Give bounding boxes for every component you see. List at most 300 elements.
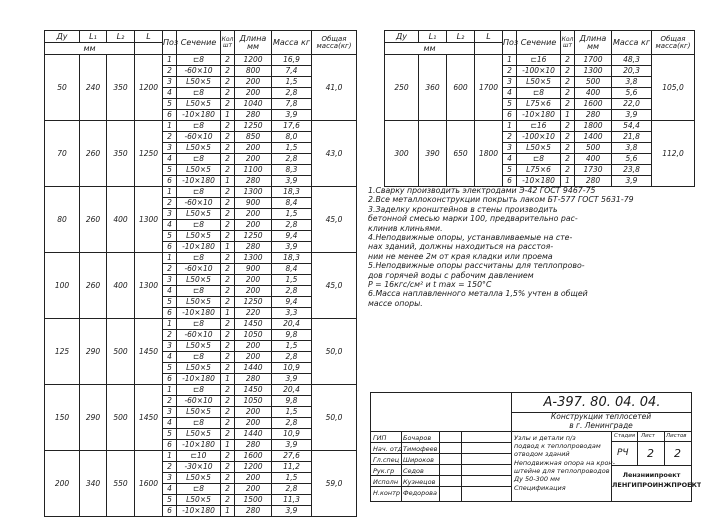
header-total: Общая масса(кг) xyxy=(312,31,357,55)
length-cell: 400 xyxy=(575,154,612,165)
section-cell: -10×180 xyxy=(177,110,221,121)
pos-cell: 5 xyxy=(163,165,177,176)
length-cell: 500 xyxy=(575,77,612,88)
mass-cell: 3,9 xyxy=(272,242,312,253)
section-cell: L50×5 xyxy=(177,297,221,308)
pos-cell: 3 xyxy=(503,143,517,154)
mass-cell: 20,4 xyxy=(272,319,312,330)
pos-cell: 4 xyxy=(503,154,517,165)
pos-cell: 1 xyxy=(503,55,517,66)
qty-cell: 2 xyxy=(221,143,235,154)
header-l1: L₁ xyxy=(80,31,107,43)
header-pos: Поз xyxy=(503,31,517,55)
mass-cell: 3,9 xyxy=(272,440,312,451)
qty-cell: 1 xyxy=(221,440,235,451)
pos-cell: 3 xyxy=(163,473,177,484)
mass-cell: 9,4 xyxy=(272,231,312,242)
qty-cell: 2 xyxy=(221,297,235,308)
qty-cell: 2 xyxy=(221,165,235,176)
l2-cell: 500 xyxy=(107,385,135,451)
note-line: 2.Все металлоконструкции покрыть лаком БТ-577 ГОСТ 5631-79 xyxy=(368,195,634,205)
section-cell: ⊏8 xyxy=(177,187,221,198)
pos-cell: 2 xyxy=(163,132,177,143)
pos-cell: 6 xyxy=(163,110,177,121)
qty-cell: 2 xyxy=(221,187,235,198)
mass-cell: 3,9 xyxy=(612,176,652,187)
section-cell: -10×180 xyxy=(517,110,561,121)
section-cell: ⊏8 xyxy=(177,319,221,330)
section-cell: ⊏8 xyxy=(177,418,221,429)
section-cell: ⊏8 xyxy=(177,154,221,165)
mass-cell: 5,6 xyxy=(612,88,652,99)
mass-cell: 3,3 xyxy=(272,308,312,319)
mass-cell: 20,4 xyxy=(272,385,312,396)
stage-value: РЧ xyxy=(617,448,629,458)
length-cell: 1250 xyxy=(235,231,272,242)
pos-cell: 5 xyxy=(163,495,177,506)
mass-cell: 3,9 xyxy=(272,110,312,121)
l2-cell: 400 xyxy=(107,187,135,253)
length-l-cell: 1700 xyxy=(475,55,503,121)
total-mass-cell: 59,0 xyxy=(312,451,357,517)
diameter-cell: 80 xyxy=(45,187,80,253)
note-line: нии не менее 2м от края кладки или проема xyxy=(368,251,553,261)
qty-cell: 2 xyxy=(221,154,235,165)
section-cell: -60×10 xyxy=(177,396,221,407)
document-code: А-397. 80. 04. 04. xyxy=(511,393,692,413)
qty-cell: 2 xyxy=(221,198,235,209)
length-cell: 200 xyxy=(235,352,272,363)
qty-cell: 2 xyxy=(221,132,235,143)
l1-cell: 290 xyxy=(80,319,107,385)
section-cell: ⊏8 xyxy=(177,88,221,99)
pos-cell: 2 xyxy=(503,66,517,77)
length-cell: 200 xyxy=(235,88,272,99)
l1-cell: 390 xyxy=(419,121,447,187)
pos-cell: 2 xyxy=(163,330,177,341)
stamp-role: Рук.гр xyxy=(373,467,395,475)
diameter-cell: 200 xyxy=(45,451,80,517)
qty-cell: 2 xyxy=(221,88,235,99)
mass-cell: 48,3 xyxy=(612,55,652,66)
l1-cell: 290 xyxy=(80,385,107,451)
section-cell: -60×10 xyxy=(177,264,221,275)
mass-cell: 20,3 xyxy=(612,66,652,77)
stamp-signer-name: Тимофеев xyxy=(403,445,438,453)
project-title xyxy=(511,413,691,430)
stage-label: Стадия xyxy=(614,433,636,439)
project-title-line1: Конструкции теплосетей xyxy=(550,412,652,421)
header-mm: мм xyxy=(385,43,475,55)
pos-cell: 6 xyxy=(503,176,517,187)
header-qty: Кол шт xyxy=(221,31,235,55)
mass-cell: 2,8 xyxy=(272,484,312,495)
section-cell: L50×5 xyxy=(177,275,221,286)
pos-cell: 3 xyxy=(163,77,177,88)
section-cell: L50×5 xyxy=(517,77,561,88)
length-cell: 200 xyxy=(235,275,272,286)
section-cell: -60×10 xyxy=(177,66,221,77)
qty-cell: 2 xyxy=(221,286,235,297)
length-cell: 200 xyxy=(235,220,272,231)
mass-cell: 2,8 xyxy=(272,88,312,99)
spec-row xyxy=(45,187,357,198)
header-section: Сечение xyxy=(517,31,561,55)
l1-cell: 240 xyxy=(80,55,107,121)
pos-cell: 5 xyxy=(163,297,177,308)
qty-cell: 2 xyxy=(221,77,235,88)
qty-cell: 2 xyxy=(561,77,575,88)
general-notes xyxy=(368,186,686,308)
section-cell: L50×5 xyxy=(177,407,221,418)
qty-cell: 2 xyxy=(561,154,575,165)
header-section: Сечение xyxy=(177,31,221,55)
section-cell: -10×180 xyxy=(177,506,221,517)
pos-cell: 3 xyxy=(163,407,177,418)
l1-cell: 260 xyxy=(80,253,107,319)
pos-cell: 2 xyxy=(163,396,177,407)
spec-row xyxy=(45,55,357,66)
header-mm: мм xyxy=(45,43,135,55)
note-line: дов горячей воды с рабочим давлением xyxy=(368,270,534,280)
pos-cell: 1 xyxy=(163,121,177,132)
mass-cell: 9,8 xyxy=(272,330,312,341)
note-line: 1.Сварку производить электродами Э-42 ГОСТ 9467-75 xyxy=(368,186,596,195)
section-cell: ⊏16 xyxy=(517,121,561,132)
mass-cell: 11,3 xyxy=(272,495,312,506)
length-cell: 1050 xyxy=(235,396,272,407)
diameter-cell: 250 xyxy=(385,55,419,121)
total-mass-cell: 105,0 xyxy=(652,55,695,121)
qty-cell: 2 xyxy=(221,121,235,132)
length-cell: 850 xyxy=(235,132,272,143)
section-cell: -60×10 xyxy=(177,330,221,341)
pos-cell: 1 xyxy=(163,253,177,264)
mass-cell: 7,4 xyxy=(272,66,312,77)
header-dy: Ду xyxy=(45,31,80,43)
stamp-desc5: штейне для теплопроводов xyxy=(514,467,610,475)
section-cell: ⊏8 xyxy=(177,385,221,396)
length-cell: 1400 xyxy=(575,132,612,143)
section-cell: L75×6 xyxy=(517,99,561,110)
mass-cell: 21,8 xyxy=(612,132,652,143)
pos-cell: 4 xyxy=(163,418,177,429)
qty-cell: 2 xyxy=(221,253,235,264)
length-cell: 280 xyxy=(235,242,272,253)
length-cell: 1450 xyxy=(235,319,272,330)
section-cell: ⊏10 xyxy=(177,451,221,462)
pos-cell: 1 xyxy=(163,319,177,330)
qty-cell: 2 xyxy=(221,429,235,440)
length-cell: 200 xyxy=(235,286,272,297)
mass-cell: 9,4 xyxy=(272,297,312,308)
spec-table-right xyxy=(384,30,695,187)
section-cell: -10×180 xyxy=(177,176,221,187)
length-cell: 1450 xyxy=(235,385,272,396)
stamp-desc6: Ду 50-300 мм xyxy=(514,475,560,483)
qty-cell: 2 xyxy=(221,330,235,341)
qty-cell: 2 xyxy=(561,165,575,176)
l2-cell: 400 xyxy=(107,253,135,319)
mass-cell: 2,8 xyxy=(272,220,312,231)
mass-cell: 27,6 xyxy=(272,451,312,462)
total-mass-cell: 112,0 xyxy=(652,121,695,187)
length-cell: 1200 xyxy=(235,462,272,473)
qty-cell: 2 xyxy=(221,55,235,66)
note-line: массе опоры. xyxy=(368,298,423,308)
l2-cell: 350 xyxy=(107,55,135,121)
l2-cell: 500 xyxy=(107,319,135,385)
note-line: клинив клиньями. xyxy=(368,223,443,233)
section-cell: ⊏16 xyxy=(517,55,561,66)
qty-cell: 2 xyxy=(561,121,575,132)
note-line: P = 16кгс/см² и t max = 150°С xyxy=(368,280,492,290)
length-cell: 1800 xyxy=(575,121,612,132)
pos-cell: 1 xyxy=(503,121,517,132)
pos-cell: 5 xyxy=(163,429,177,440)
pos-cell: 3 xyxy=(163,275,177,286)
mass-cell: 8,4 xyxy=(272,264,312,275)
pos-cell: 4 xyxy=(163,484,177,495)
total-mass-cell: 45,0 xyxy=(312,253,357,319)
title-block xyxy=(370,392,701,502)
mass-cell: 17,6 xyxy=(272,121,312,132)
length-l-cell: 1600 xyxy=(135,451,163,517)
stamp-desc4: Неподвижная опора на крон- xyxy=(514,459,616,467)
mass-cell: 3,8 xyxy=(612,77,652,88)
l1-cell: 260 xyxy=(80,121,107,187)
sheet-value: 2 xyxy=(647,447,654,460)
mass-cell: 1,5 xyxy=(272,77,312,88)
diameter-cell: 100 xyxy=(45,253,80,319)
pos-cell: 3 xyxy=(163,143,177,154)
spec-row xyxy=(45,121,357,132)
length-cell: 900 xyxy=(235,198,272,209)
section-cell: -10×180 xyxy=(177,242,221,253)
qty-cell: 2 xyxy=(561,66,575,77)
section-cell: L50×5 xyxy=(177,429,221,440)
section-cell: -30×10 xyxy=(177,462,221,473)
qty-cell: 2 xyxy=(221,231,235,242)
section-cell: ⊏8 xyxy=(517,88,561,99)
section-cell: L50×5 xyxy=(177,209,221,220)
pos-cell: 2 xyxy=(163,462,177,473)
pos-cell: 6 xyxy=(163,308,177,319)
stamp-role: Н.контр xyxy=(373,489,401,497)
pos-cell: 6 xyxy=(163,242,177,253)
qty-cell: 1 xyxy=(221,242,235,253)
pos-cell: 1 xyxy=(163,187,177,198)
mass-cell: 54,4 xyxy=(612,121,652,132)
header-l: L xyxy=(135,31,163,43)
length-cell: 1100 xyxy=(235,165,272,176)
qty-cell: 1 xyxy=(221,506,235,517)
length-cell: 200 xyxy=(235,154,272,165)
mass-cell: 7,8 xyxy=(272,99,312,110)
pos-cell: 5 xyxy=(163,363,177,374)
length-cell: 200 xyxy=(235,473,272,484)
qty-cell: 1 xyxy=(221,374,235,385)
qty-cell: 2 xyxy=(221,264,235,275)
note-line: 5.Неподвижные опоры рассчитаны для теплопрово- xyxy=(368,261,585,271)
section-cell: -100×10 xyxy=(517,132,561,143)
pos-cell: 4 xyxy=(163,352,177,363)
qty-cell: 1 xyxy=(221,308,235,319)
mass-cell: 23,8 xyxy=(612,165,652,176)
spec-row xyxy=(45,319,357,330)
qty-cell: 2 xyxy=(221,462,235,473)
organization-name-2: ЛЕНГИПРОИНЖПРОЕКТ xyxy=(612,481,701,489)
section-cell: L50×5 xyxy=(177,341,221,352)
header-total: Общая масса(кг) xyxy=(652,31,695,55)
length-cell: 1200 xyxy=(235,55,272,66)
length-l-cell: 1300 xyxy=(135,253,163,319)
qty-cell: 2 xyxy=(221,363,235,374)
qty-cell: 2 xyxy=(221,473,235,484)
section-cell: -10×180 xyxy=(177,308,221,319)
l2-cell: 650 xyxy=(447,121,475,187)
sheets-value: 2 xyxy=(674,447,681,460)
pos-cell: 1 xyxy=(163,451,177,462)
pos-cell: 4 xyxy=(163,286,177,297)
stamp-signer-name: Кузнецов xyxy=(403,478,436,486)
length-l-cell: 1300 xyxy=(135,187,163,253)
qty-cell: 2 xyxy=(561,88,575,99)
pos-cell: 2 xyxy=(163,198,177,209)
mass-cell: 1,5 xyxy=(272,473,312,484)
section-cell: -10×180 xyxy=(177,440,221,451)
spec-body-left xyxy=(45,55,357,517)
qty-cell: 2 xyxy=(221,319,235,330)
qty-cell: 2 xyxy=(221,407,235,418)
length-cell: 1300 xyxy=(575,66,612,77)
pos-cell: 3 xyxy=(163,209,177,220)
spec-row xyxy=(385,121,695,132)
note-line: 6.Масса наплавленного металла 1,5% учтен в общей xyxy=(368,289,588,299)
qty-cell: 1 xyxy=(561,176,575,187)
mass-cell: 22,0 xyxy=(612,99,652,110)
diameter-cell: 50 xyxy=(45,55,80,121)
total-mass-cell: 50,0 xyxy=(312,319,357,385)
stamp-role: Исполн xyxy=(373,478,399,486)
qty-cell: 1 xyxy=(561,110,575,121)
length-cell: 1440 xyxy=(235,429,272,440)
spec-row xyxy=(385,55,695,66)
pos-cell: 6 xyxy=(163,374,177,385)
section-cell: ⊏8 xyxy=(177,286,221,297)
header-l1: L₁ xyxy=(419,31,447,43)
section-cell: L50×5 xyxy=(177,363,221,374)
l1-cell: 340 xyxy=(80,451,107,517)
length-l-cell: 1250 xyxy=(135,121,163,187)
section-cell: L50×5 xyxy=(177,165,221,176)
length-l-cell: 1450 xyxy=(135,385,163,451)
mass-cell: 2,8 xyxy=(272,154,312,165)
pos-cell: 4 xyxy=(503,88,517,99)
header-pos: Поз xyxy=(163,31,177,55)
sheets-label: Листов xyxy=(666,433,687,439)
stamp-signer-name: Бочаров xyxy=(403,434,432,442)
length-cell: 1600 xyxy=(575,99,612,110)
header-length: Длина мм xyxy=(575,31,612,55)
note-line: 3.Заделку кронштейнов в стены производить xyxy=(368,204,558,214)
mass-cell: 3,8 xyxy=(612,143,652,154)
header-qty: Кол шт xyxy=(561,31,575,55)
total-mass-cell: 43,0 xyxy=(312,121,357,187)
length-cell: 500 xyxy=(575,143,612,154)
length-cell: 900 xyxy=(235,264,272,275)
mass-cell: 10,9 xyxy=(272,363,312,374)
qty-cell: 2 xyxy=(221,495,235,506)
qty-cell: 2 xyxy=(221,396,235,407)
section-cell: L50×5 xyxy=(177,231,221,242)
length-cell: 280 xyxy=(235,110,272,121)
section-cell: -60×10 xyxy=(177,198,221,209)
length-cell: 1600 xyxy=(235,451,272,462)
mass-cell: 18,3 xyxy=(272,187,312,198)
length-cell: 200 xyxy=(235,484,272,495)
length-cell: 800 xyxy=(235,66,272,77)
stamp-desc1: Узлы и детали п/з xyxy=(514,434,576,442)
stamp-signer-name: Федорова xyxy=(403,489,437,497)
mass-cell: 11,2 xyxy=(272,462,312,473)
mass-cell: 1,5 xyxy=(272,407,312,418)
mass-cell: 9,8 xyxy=(272,396,312,407)
mass-cell: 8,0 xyxy=(272,132,312,143)
qty-cell: 2 xyxy=(221,484,235,495)
pos-cell: 6 xyxy=(163,440,177,451)
pos-cell: 2 xyxy=(503,132,517,143)
length-cell: 1040 xyxy=(235,99,272,110)
header-l2: L₂ xyxy=(447,31,475,43)
length-cell: 1250 xyxy=(235,297,272,308)
pos-cell: 2 xyxy=(163,66,177,77)
stamp-role: ГИП xyxy=(373,434,387,442)
mass-cell: 1,5 xyxy=(272,209,312,220)
pos-cell: 1 xyxy=(163,55,177,66)
stamp-desc3: отводом зданий xyxy=(514,450,570,458)
pos-cell: 2 xyxy=(163,264,177,275)
length-cell: 200 xyxy=(235,209,272,220)
l1-cell: 360 xyxy=(419,55,447,121)
length-cell: 1500 xyxy=(235,495,272,506)
header-l2: L₂ xyxy=(107,31,135,43)
mass-cell: 16,9 xyxy=(272,55,312,66)
sheet-label: Лист xyxy=(641,433,655,439)
section-cell: L50×5 xyxy=(177,473,221,484)
qty-cell: 2 xyxy=(221,220,235,231)
length-cell: 280 xyxy=(235,176,272,187)
section-cell: ⊏8 xyxy=(177,253,221,264)
qty-cell: 2 xyxy=(221,209,235,220)
qty-cell: 2 xyxy=(221,451,235,462)
mass-cell: 8,3 xyxy=(272,165,312,176)
spec-row xyxy=(45,385,357,396)
length-cell: 280 xyxy=(575,176,612,187)
section-cell: L75×6 xyxy=(517,165,561,176)
total-mass-cell: 45,0 xyxy=(312,187,357,253)
mass-cell: 3,9 xyxy=(612,110,652,121)
stamp-desc2: подвод к теплопроводам xyxy=(514,442,601,450)
length-cell: 200 xyxy=(235,407,272,418)
mass-cell: 5,6 xyxy=(612,154,652,165)
length-cell: 200 xyxy=(235,418,272,429)
length-cell: 1730 xyxy=(575,165,612,176)
stamp-signer-name: Седов xyxy=(403,467,424,475)
qty-cell: 2 xyxy=(561,132,575,143)
length-cell: 280 xyxy=(235,440,272,451)
length-l-cell: 1450 xyxy=(135,319,163,385)
